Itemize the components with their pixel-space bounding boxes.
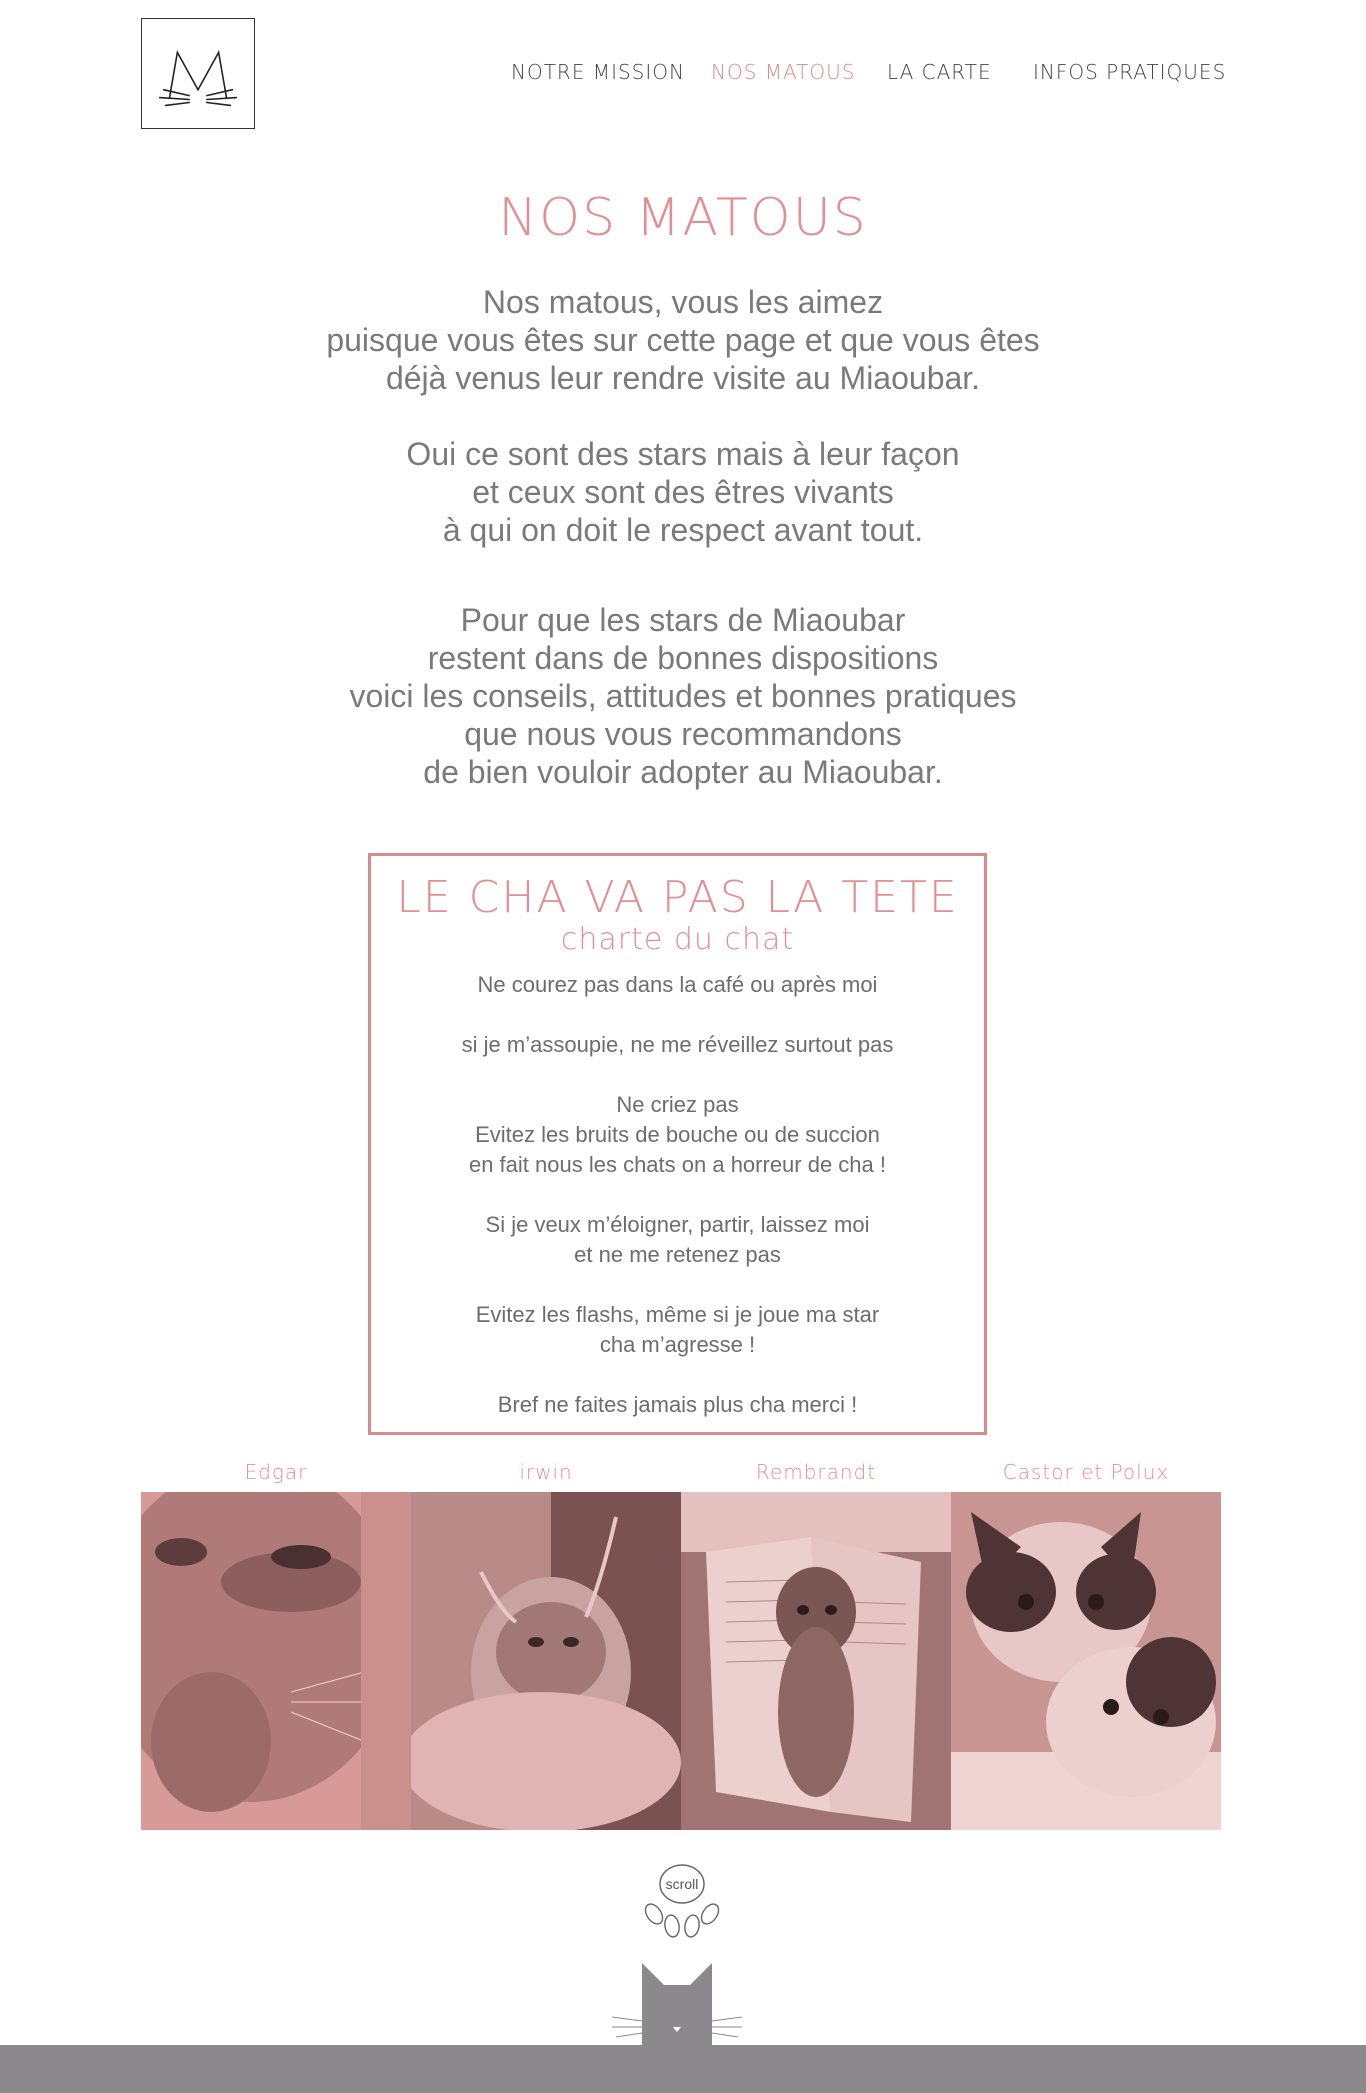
cat-card-rembrandt[interactable] xyxy=(681,1460,951,1830)
intro-line: puisque vous êtes sur cette page et que vous êtes xyxy=(326,322,1040,358)
scroll-paw-icon xyxy=(632,1862,732,1944)
charter-line: Evitez les flashs, même si je joue ma star xyxy=(475,1302,880,1327)
cat-name: Edgar xyxy=(244,1460,308,1484)
scroll-button[interactable] xyxy=(632,1862,732,1944)
cat-card-edgar[interactable] xyxy=(141,1460,411,1830)
cat-photo-edgar xyxy=(141,1492,411,1830)
nav-item-la-carte[interactable]: LA CARTE xyxy=(887,60,992,84)
cat-photo-rembrandt xyxy=(681,1492,951,1830)
intro-line: que nous vous recommandons xyxy=(464,716,902,752)
footer-bar xyxy=(0,2045,1366,2093)
charter-line: Si je veux m’éloigner, partir, laissez moi xyxy=(485,1212,870,1237)
cat-name: Rembrandt xyxy=(755,1460,877,1484)
intro-line: Pour que les stars de Miaoubar xyxy=(460,602,906,638)
cat-name: irwin xyxy=(519,1460,573,1484)
intro-line: Oui ce sont des stars mais à leur façon xyxy=(406,436,960,472)
charter-line: Bref ne faites jamais plus cha merci ! xyxy=(497,1392,858,1417)
cat-photo-castor-et-polux xyxy=(951,1492,1221,1830)
intro-line: déjà venus leur rendre visite au Miaoubar. xyxy=(385,360,981,396)
cat-gallery xyxy=(141,1460,1221,1830)
charter-line: en fait nous les chats on a horreur de cha ! xyxy=(468,1152,887,1177)
nav-item-nos-matous[interactable]: NOS MATOUS xyxy=(711,60,856,84)
intro-line: de bien vouloir adopter au Miaoubar. xyxy=(423,754,943,790)
main-nav xyxy=(0,60,1366,90)
charter-line: et ne me retenez pas xyxy=(574,1242,781,1267)
charter-subtitle: charte du chat xyxy=(560,922,795,957)
cat-photo-irwin xyxy=(411,1492,681,1830)
nav-item-infos-pratiques[interactable]: INFOS PRATIQUES xyxy=(1033,60,1227,84)
page-title: NOS MATOUS xyxy=(498,188,868,248)
charter-line: si je m’assoupie, ne me réveillez surtout pas xyxy=(461,1032,894,1057)
cat-head-icon xyxy=(612,1955,742,2047)
charter-title: LE CHA VA PAS LA TETE xyxy=(396,872,959,923)
scroll-label: scroll xyxy=(665,1876,699,1892)
intro-text xyxy=(183,283,1183,791)
intro-line: et ceux sont des êtres vivants xyxy=(472,474,894,510)
intro-line: restent dans de bonnes dispositions xyxy=(427,640,939,676)
intro-line: Nos matous, vous les aimez xyxy=(482,284,884,320)
charter-rules xyxy=(371,970,984,1420)
cat-card-irwin[interactable] xyxy=(411,1460,681,1830)
cat-head xyxy=(612,1955,742,2047)
cat-name: Castor et Polux xyxy=(1002,1460,1170,1484)
charter-line: Ne criez pas xyxy=(616,1092,739,1117)
intro-line: à qui on doit le respect avant tout. xyxy=(442,512,924,548)
intro-line: voici les conseils, attitudes et bonnes pratiques xyxy=(349,678,1017,714)
charter-line: Evitez les bruits de bouche ou de succion xyxy=(475,1122,880,1147)
charter-line: cha m’agresse ! xyxy=(599,1332,756,1357)
nav-item-notre-mission[interactable]: NOTRE MISSION xyxy=(511,60,685,84)
charter-box xyxy=(368,853,987,1435)
charter-line: Ne courez pas dans la café ou après moi xyxy=(477,972,878,997)
cat-card-castor-et-polux[interactable] xyxy=(951,1460,1221,1830)
